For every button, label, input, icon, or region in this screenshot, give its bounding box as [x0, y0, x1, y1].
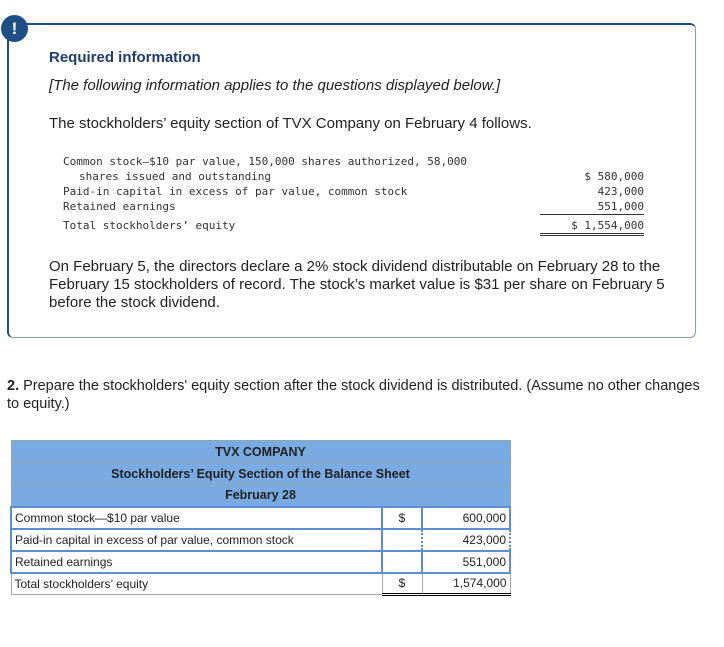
label-input[interactable]: Paid-in capital in excess of par value, common stock — [11, 529, 382, 551]
table-row — [11, 551, 510, 573]
table-row-total — [11, 573, 510, 595]
dollar-cell: $ — [382, 573, 422, 595]
mono-label: Common stock—$10 par value, 150,000 shares authorized, 58,000 — [63, 155, 467, 168]
mono-row — [63, 154, 648, 169]
mono-amount: 551,000 — [540, 199, 644, 215]
amount-input[interactable]: 423,000 — [422, 529, 510, 551]
mono-amount: $ 1,554,000 — [540, 218, 644, 236]
answer-table — [10, 440, 511, 596]
mono-label: Total stockholders’ equity — [63, 219, 236, 232]
table-title: TVX COMPANY — [11, 441, 510, 463]
info-note: [The following information applies to the questions displayed below.] — [49, 77, 501, 94]
question-text — [7, 377, 707, 413]
total-amount: 1,574,000 — [422, 573, 510, 595]
mono-label: shares issued and outstanding — [79, 170, 272, 183]
label-input[interactable]: Common stock—$10 par value — [11, 507, 382, 529]
dollar-cell[interactable] — [382, 529, 422, 551]
info-paragraph: On February 5, the directors declare a 2% stock dividend distributable on February 28 to the February 15 stockholders of record. The stock’s market value is $31 per share on February 5 before the stock dividend. — [49, 258, 665, 311]
question-number: 2. — [7, 378, 20, 394]
required-info-heading: Required information — [49, 49, 201, 66]
label-input[interactable]: Retained earnings — [11, 551, 382, 573]
mono-amount: 423,000 — [597, 185, 644, 198]
exclamation-icon: ! — [1, 15, 28, 42]
total-label: Total stockholders’ equity — [11, 573, 382, 595]
dollar-cell[interactable]: $ — [382, 507, 422, 529]
table-row — [11, 507, 510, 529]
table-row — [11, 529, 510, 551]
table-subtitle: Stockholders’ Equity Section of the Balance Sheet — [11, 463, 510, 485]
mono-row — [63, 218, 648, 233]
mono-label: Retained earnings — [63, 200, 176, 213]
mono-row — [63, 169, 648, 184]
question-body: Prepare the stockholders' equity section after the stock dividend is distributed. (Assume no other changes to equity.) — [7, 378, 700, 412]
amount-input[interactable]: 600,000 — [422, 507, 510, 529]
dollar-cell[interactable] — [382, 551, 422, 573]
mono-amount: $ 580,000 — [584, 170, 644, 183]
table-date: February 28 — [11, 485, 510, 507]
mono-row — [63, 199, 648, 214]
original-equity-table — [63, 154, 648, 233]
amount-input[interactable]: 551,000 — [422, 551, 510, 573]
mono-row — [63, 184, 648, 199]
info-intro: The stockholders’ equity section of TVX Company on February 4 follows. — [49, 115, 532, 132]
mono-label: Paid-in capital in excess of par value, common stock — [63, 185, 408, 198]
